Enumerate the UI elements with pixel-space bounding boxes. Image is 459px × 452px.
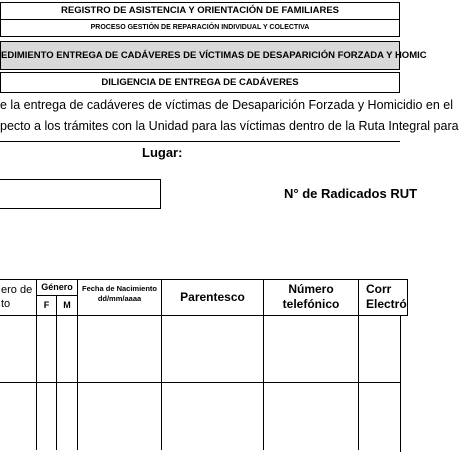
col-divider [358,315,359,450]
col-divider [36,315,37,450]
col-header-documento-line1: ero de [1,284,33,296]
process-subtitle: PROCESO GESTIÓN DE REPARACIÓN INDIVIDUAL Y COLECTIVA [0,20,400,37]
correo-line1: Corr [366,282,392,296]
col-header-parentesco [161,279,264,316]
telefono-line1: Número [288,282,334,296]
col-divider [263,315,264,450]
lugar-field[interactable] [0,179,161,209]
col-header-genero-m [56,295,78,316]
table-row [0,382,401,452]
intro-line-1: e la entrega de cadáveres de víctimas de Desaparición Forzada y Homicidio en el [0,98,454,112]
fecha-line2: dd/mm/aaaa [97,294,142,303]
parentesco-label: Parentesco [180,290,245,304]
form-title: REGISTRO DE ASISTENCIA Y ORIENTACIÓN DE FAMILIARES [0,2,400,20]
attendance-table [0,279,407,450]
col-divider [77,315,78,450]
col-header-genero-f [36,295,57,316]
col-header-correo [358,279,408,316]
table-row [0,315,401,383]
intro-line-2: pecto a los trámites con la Unidad para las víctimas dentro de la Ruta Integral para [0,119,459,133]
genero-label: Género [41,282,73,292]
genero-m-label: M [63,300,71,310]
lugar-label: Lugar: [142,145,183,160]
radicados-label: N° de Radicados RUT [284,186,418,201]
correo-line2: Electró [366,297,407,311]
col-header-fecha-nacimiento [77,279,162,316]
fecha-line1: Fecha de Nacimiento [81,284,158,293]
section-title: DILIGENCIA DE ENTREGA DE CADÁVERES [0,72,400,93]
procedure-title: EDIMIENTO ENTREGA DE CADÁVERES DE VÍCTIMAS DE DESAPARICIÓN FORZADA Y HOMIC [0,41,400,70]
telefono-line2: telefónico [282,297,340,311]
col-header-telefono [263,279,359,316]
intro-text [0,92,459,142]
col-header-genero [36,279,78,296]
col-header-documento [0,279,37,316]
col-divider [161,315,162,450]
col-divider [56,315,57,450]
col-header-documento-line2: to [1,298,11,310]
genero-f-label: F [43,300,50,310]
